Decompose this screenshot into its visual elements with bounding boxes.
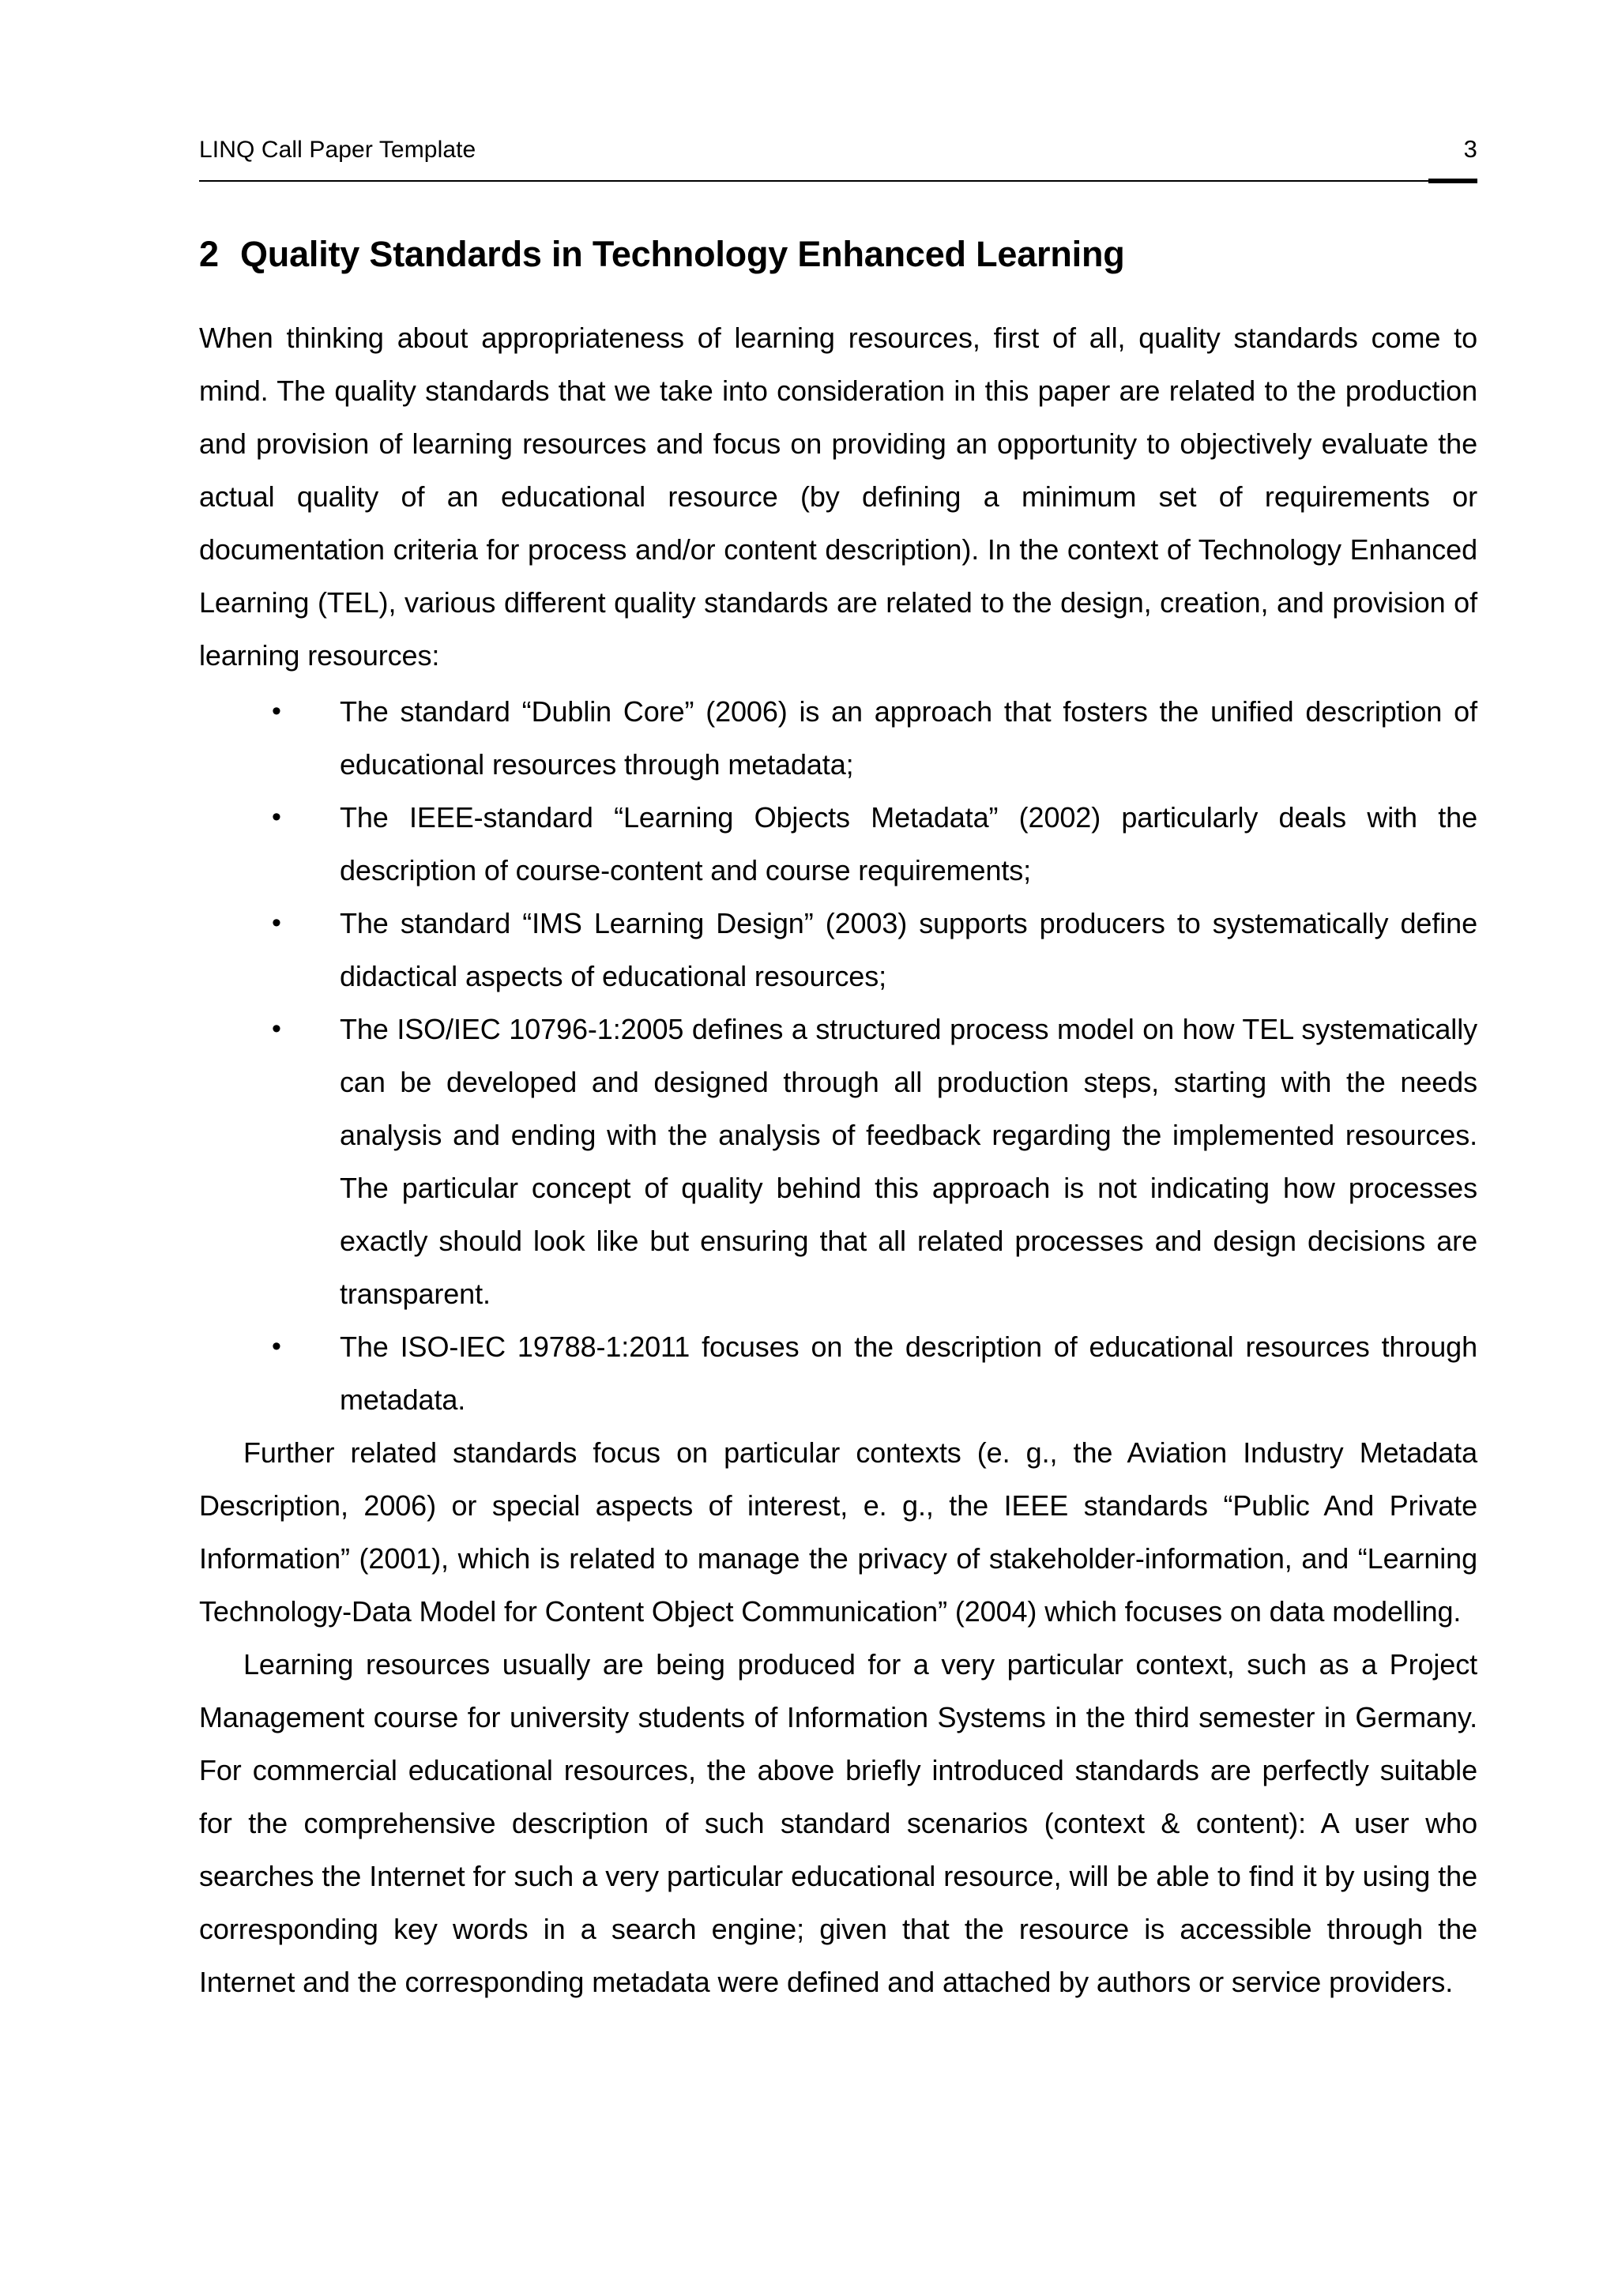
running-header — [199, 0, 1477, 164]
section-number: 2 — [199, 234, 219, 274]
list-item — [199, 897, 1477, 1003]
section-heading — [199, 232, 1477, 277]
list-item-text: The IEEE-standard “Learning Objects Metadata” (2002) particularly deals with the description of course-content and course requirements; — [340, 801, 1477, 887]
list-item — [199, 685, 1477, 791]
bullet-point-icon: • — [272, 696, 281, 727]
header-rule-thick-segment — [1428, 179, 1477, 183]
header-page-number: 3 — [1463, 135, 1477, 163]
paragraph-intro: When thinking about appropriateness of learning resources, first of all, quality standards come to mind. The quality standards that we take into consideration in this paper are related to the production and provision of learning resources and focus on providing an opportunity to objectively evaluate the actual quality of an educational resource (by defining a minimum set of requirements or documentation criteria for process and/or content description). In the context of Technology Enhanced Learning (TEL), various different quality standards are related to the design, creation, and provision of learning resources: — [199, 322, 1477, 672]
list-item-text: The standard “IMS Learning Design” (2003) supports producers to systematically define didactical aspects of educational resources; — [340, 907, 1477, 993]
standards-bullet-list — [199, 685, 1477, 1426]
bullet-point-icon: • — [272, 1331, 281, 1362]
paragraph-further-standards: Further related standards focus on particular contexts (e. g., the Aviation Industry Metadata Description, 2006) or special aspects of interest, e. g., the IEEE standards “Public And Private Information” (2001), which is related to manage the privacy of stakeholder-information, and “Learning Technology-Data Model for Content Object Communication” (2004) which focuses on data modelling. — [199, 1436, 1477, 1628]
list-item — [199, 1003, 1477, 1320]
list-item — [199, 791, 1477, 897]
paragraph-learning-resources: Learning resources usually are being produced for a very particular context, such as a Project Management course for university students of Information Systems in the third semester in Germany. For commercial educational resources, the above briefly introduced standards are perfectly suitable for the comprehensive description of such standard scenarios (context & content): A user who searches the Internet for such a very particular educational resource, will be able to find it by using the corresponding key words in a search engine; given that the resource is accessible through the Internet and the corresponding metadata were defined and attached by authors or service providers. — [199, 1648, 1477, 1999]
bullet-point-icon: • — [272, 802, 281, 833]
header-rule-thin-segment — [199, 180, 1477, 182]
bullet-point-icon: • — [272, 1014, 281, 1044]
list-item-text: The ISO/IEC 10796-1:2005 defines a structured process model on how TEL systematically can be developed and designed through all production steps, starting with the needs analysis and ending with the analysis of feedback regarding the implemented resources. The particular concept of quality behind this approach is not indicating how processes exactly should look like but ensuring that all related processes and design decisions are transparent. — [340, 1013, 1477, 1311]
header-divider-rule — [199, 179, 1477, 183]
list-item — [199, 1320, 1477, 1426]
bullet-point-icon: • — [272, 908, 281, 939]
list-item-text: The ISO-IEC 19788-1:2011 focuses on the description of educational resources through metadata. — [340, 1331, 1477, 1417]
list-item-text: The standard “Dublin Core” (2006) is an approach that fosters the unified description of educational resources through metadata; — [340, 695, 1477, 781]
header-document-title: LINQ Call Paper Template — [199, 137, 476, 163]
page-content — [199, 0, 1477, 2008]
section-title: Quality Standards in Technology Enhanced Learning — [240, 234, 1125, 274]
